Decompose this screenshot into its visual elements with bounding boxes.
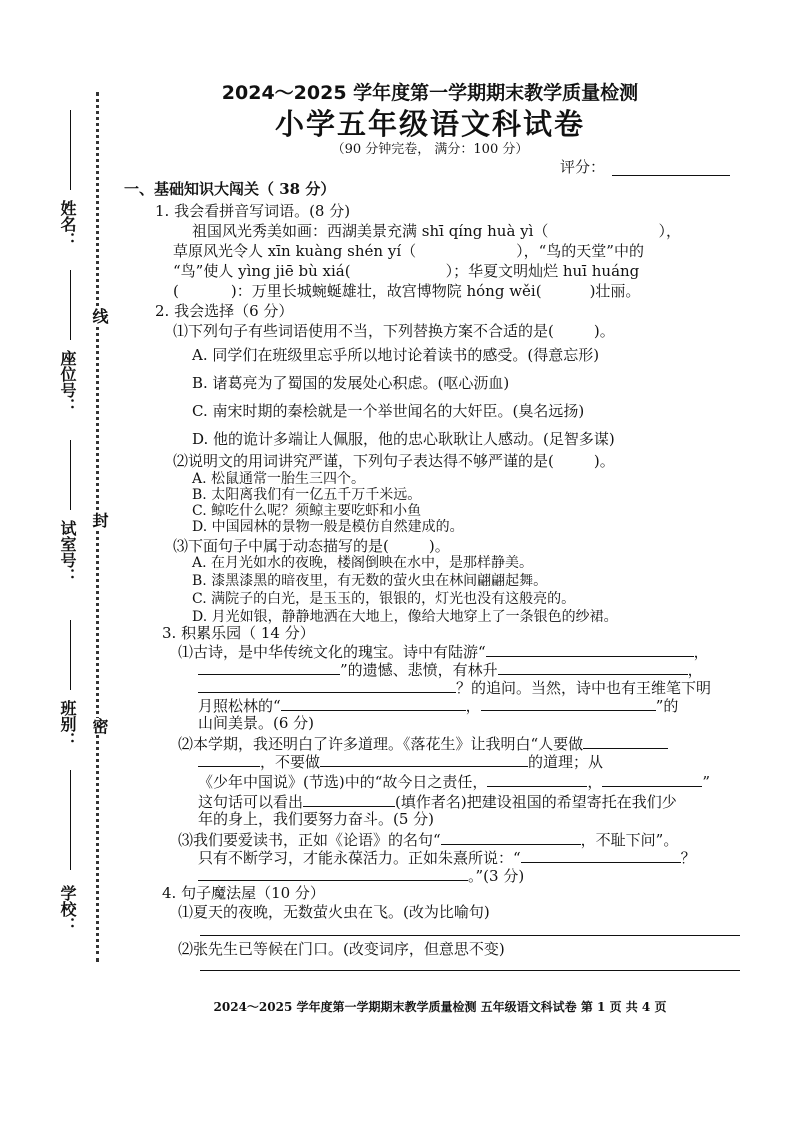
q2-part1-option-a: A. 同学们在班级里忘乎所以地讨论着读书的感受。(得意忘形) bbox=[192, 346, 600, 364]
section1-heading: 一、基础知识大闯关（ 38 分） bbox=[124, 180, 336, 198]
paper-title: 小学五年级语文科试卷 bbox=[274, 107, 585, 141]
answer-blank[interactable] bbox=[198, 866, 468, 881]
q1-line2-end: ），“鸟的天堂”中的 bbox=[516, 242, 644, 260]
answer-blank[interactable] bbox=[486, 642, 694, 657]
q1-line2-text: 草原风光令人 xīn kuàng shén yí（ bbox=[173, 242, 417, 260]
q3-c-line2 bbox=[198, 848, 696, 867]
q3-a-end1: ， bbox=[693, 643, 709, 661]
q3-b-mid4: (填作者名)把建设祖国的希望寄托在我们少 bbox=[395, 793, 677, 811]
q1-line3-end: ）；华夏文明灿烂 huī huáng bbox=[445, 262, 640, 280]
q3-a-text1: ⑴古诗，是中华传统文化的瑰宝。诗中有陆游“ bbox=[178, 643, 486, 661]
q3-b-line5: 年的身上，我们要努力奋斗。(5 分) bbox=[198, 810, 435, 828]
margin-seat-label: 座位号： bbox=[58, 350, 77, 414]
q2-part2-stem bbox=[173, 452, 615, 470]
q3-c-end1: ，不耻下问”。 bbox=[580, 831, 679, 849]
q3-a-line5: 山间美景。(6 分) bbox=[198, 714, 315, 732]
q1-line1 bbox=[192, 222, 681, 240]
answer-blank[interactable] bbox=[441, 830, 581, 845]
page-footer: 2024～2025 学年度第一学期期末教学质量检测 五年级语文科试卷 第 1 页 共 4 页 bbox=[213, 1000, 667, 1014]
q2-part1-stem bbox=[173, 322, 615, 340]
q3-c-text2: 只有不断学习，才能永葆活力。正如朱熹所说：“ bbox=[198, 849, 521, 867]
margin-room-label: 试室号： bbox=[58, 520, 77, 584]
q3-b-line3 bbox=[198, 772, 710, 791]
q2-part2-option-d: D. 中国园林的景物一般是模仿自然建成的。 bbox=[192, 519, 464, 535]
q1-line4-end: )壮丽。 bbox=[589, 282, 641, 300]
q2-part2-option-a: A. 松鼠通常一胎生三四个。 bbox=[192, 471, 366, 487]
q3-b-line2 bbox=[198, 752, 603, 771]
answer-blank[interactable] bbox=[281, 696, 466, 711]
q3-title: 3. 积累乐园（ 14 分） bbox=[162, 624, 315, 642]
answer-blank[interactable] bbox=[198, 752, 260, 767]
score-label: 评分： bbox=[560, 158, 606, 176]
q1-line4-open: ( bbox=[173, 282, 179, 300]
q2-part3-text: ⑶下面句子中属于动态描写的是( bbox=[173, 537, 389, 555]
score-blank[interactable] bbox=[612, 175, 730, 176]
q3-b-mid3: ， bbox=[587, 773, 603, 791]
q3-b-line1 bbox=[178, 734, 668, 753]
q3-c-end2: ？ bbox=[680, 849, 696, 867]
q1-line4 bbox=[173, 282, 640, 300]
q1-line2 bbox=[173, 242, 644, 260]
q2-part2-text: ⑵说明文的用词讲究严谨，下列句子表达得不够严谨的是( bbox=[173, 452, 554, 470]
q2-part3-option-c: C. 满院子的白光，是玉玉的，银银的，灯光也没有这般亮的。 bbox=[192, 591, 576, 607]
q3-b-end2: 的道理；从 bbox=[528, 753, 604, 771]
q2-part3-option-d: D. 月光如银，静静地洒在大地上，像给大地穿上了一条银色的纱裙。 bbox=[192, 609, 618, 625]
q3-b-text4: 这句话可以看出 bbox=[198, 793, 304, 811]
q2-part2-option-c: C. 鲸吃什么呢？须鲸主要吃虾和小鱼 bbox=[192, 503, 422, 519]
q2-part2-end: )。 bbox=[593, 452, 615, 470]
margin-name-label: 姓名： bbox=[58, 200, 77, 248]
q2-part1-option-d: D. 他的诡计多端让人佩服，他的忠心耿耿让人感动。(足智多谋) bbox=[192, 430, 615, 448]
q4-part-a: ⑴夏天的夜晚，无数萤火虫在飞。(改为比喻句) bbox=[178, 903, 490, 921]
q1-line3-text: “鸟”使人 yìng jiē bù xiá( bbox=[173, 262, 351, 280]
margin-line-class bbox=[70, 620, 71, 690]
q2-part3-stem bbox=[173, 537, 450, 555]
margin-line-name bbox=[70, 110, 71, 190]
margin-school-label: 学校： bbox=[58, 885, 77, 933]
q1-line1-text: 祖国风光秀美如画：西湖美景充满 shī qíng huà yì（ bbox=[192, 222, 549, 240]
q4-part-b: ⑵张先生已等候在门口。(改变词序，但意思不变) bbox=[178, 940, 505, 958]
answer-blank[interactable] bbox=[498, 660, 688, 675]
q1-line1-end: ）， bbox=[658, 222, 681, 240]
q3-a-end2: ， bbox=[687, 661, 703, 679]
q3-a-text4: 月照松林的“ bbox=[198, 697, 281, 715]
q3-a-end4: ”的 bbox=[655, 697, 679, 715]
margin-line-seat bbox=[70, 270, 71, 340]
q3-a-line3 bbox=[198, 678, 711, 697]
q3-a-text2: ”的遗憾、悲愤，有林升 bbox=[340, 661, 498, 679]
margin-xian-label: 线 bbox=[90, 308, 109, 324]
q2-part1-option-b: B. 诸葛亮为了蜀国的发展处心积虑。(呕心沥血) bbox=[192, 374, 510, 392]
answer-blank[interactable] bbox=[320, 752, 528, 767]
q2-part3-end: )。 bbox=[428, 537, 450, 555]
q2-title: 2. 我会选择（6 分） bbox=[155, 302, 294, 320]
q2-part1-end: )。 bbox=[593, 322, 615, 340]
q2-part3-option-a: A. 在月光如水的夜晚，楼阁倒映在水中，是那样静美。 bbox=[192, 555, 534, 571]
q3-c-end3: 。”(3 分) bbox=[468, 867, 525, 885]
answer-blank[interactable] bbox=[303, 792, 395, 807]
q2-part3-option-b: B. 漆黑漆黑的暗夜里，有无数的萤火虫在林间翩翩起舞。 bbox=[192, 573, 548, 589]
q1-line3 bbox=[173, 262, 639, 280]
answer-blank[interactable] bbox=[487, 772, 587, 787]
q1-line4-text: )：万里长城蜿蜒雄壮，故宫博物院 hóng wěi( bbox=[230, 282, 542, 300]
margin-line-room bbox=[70, 440, 71, 510]
margin-line-school bbox=[70, 770, 71, 870]
answer-blank[interactable] bbox=[198, 660, 340, 675]
exam-title: 2024～2025 学年度第一学期期末教学质量检测 bbox=[221, 82, 639, 104]
q4-b-answer-line[interactable] bbox=[200, 970, 740, 971]
answer-blank[interactable] bbox=[602, 772, 702, 787]
q3-a-mid4: ， bbox=[465, 697, 481, 715]
q1-title: 1. 我会看拼音写词语。(8 分) bbox=[155, 202, 351, 220]
answer-blank[interactable] bbox=[198, 678, 456, 693]
answer-blank[interactable] bbox=[481, 696, 656, 711]
duration-note: （90 分钟完卷， 满分：100 分） bbox=[331, 142, 529, 157]
q3-b-end3: ” bbox=[702, 773, 711, 791]
q4-title: 4. 句子魔法屋（10 分） bbox=[162, 884, 325, 902]
q3-b-text3: 《少年中国说》(节选)中的“故今日之责任， bbox=[198, 773, 488, 791]
q3-a-line2 bbox=[198, 660, 703, 679]
margin-feng-label: 封 bbox=[90, 512, 109, 528]
q3-c-line1 bbox=[178, 830, 678, 849]
q3-c-text1: ⑶我们要爱读书，正如《论语》的名句“ bbox=[178, 831, 441, 849]
q3-a-line4 bbox=[198, 696, 678, 715]
q3-b-text1: ⑵本学期，我还明白了许多道理。《落花生》让我明白“人要做 bbox=[178, 735, 584, 753]
margin-mi-label: 密 bbox=[90, 718, 109, 734]
q2-part1-option-c: C. 南宋时期的秦桧就是一个举世闻名的大奸臣。(臭名远扬) bbox=[192, 402, 585, 420]
q3-a-line1 bbox=[178, 642, 709, 661]
answer-blank[interactable] bbox=[521, 848, 681, 863]
q3-b-line4 bbox=[198, 792, 677, 811]
q2-part2-option-b: B. 太阳离我们有一亿五千万千米远。 bbox=[192, 487, 422, 503]
q3-b-text2: ，不要做 bbox=[260, 753, 321, 771]
answer-blank[interactable] bbox=[583, 734, 668, 749]
q2-part1-text: ⑴下列句子有些词语使用不当，下列替换方案不合适的是( bbox=[173, 322, 554, 340]
margin-class-label: 班别： bbox=[58, 700, 77, 748]
q3-c-line3 bbox=[198, 866, 524, 885]
q4-a-answer-line[interactable] bbox=[200, 935, 740, 936]
q3-a-text3: ？的追问。当然，诗中也有王维笔下明 bbox=[456, 679, 712, 697]
